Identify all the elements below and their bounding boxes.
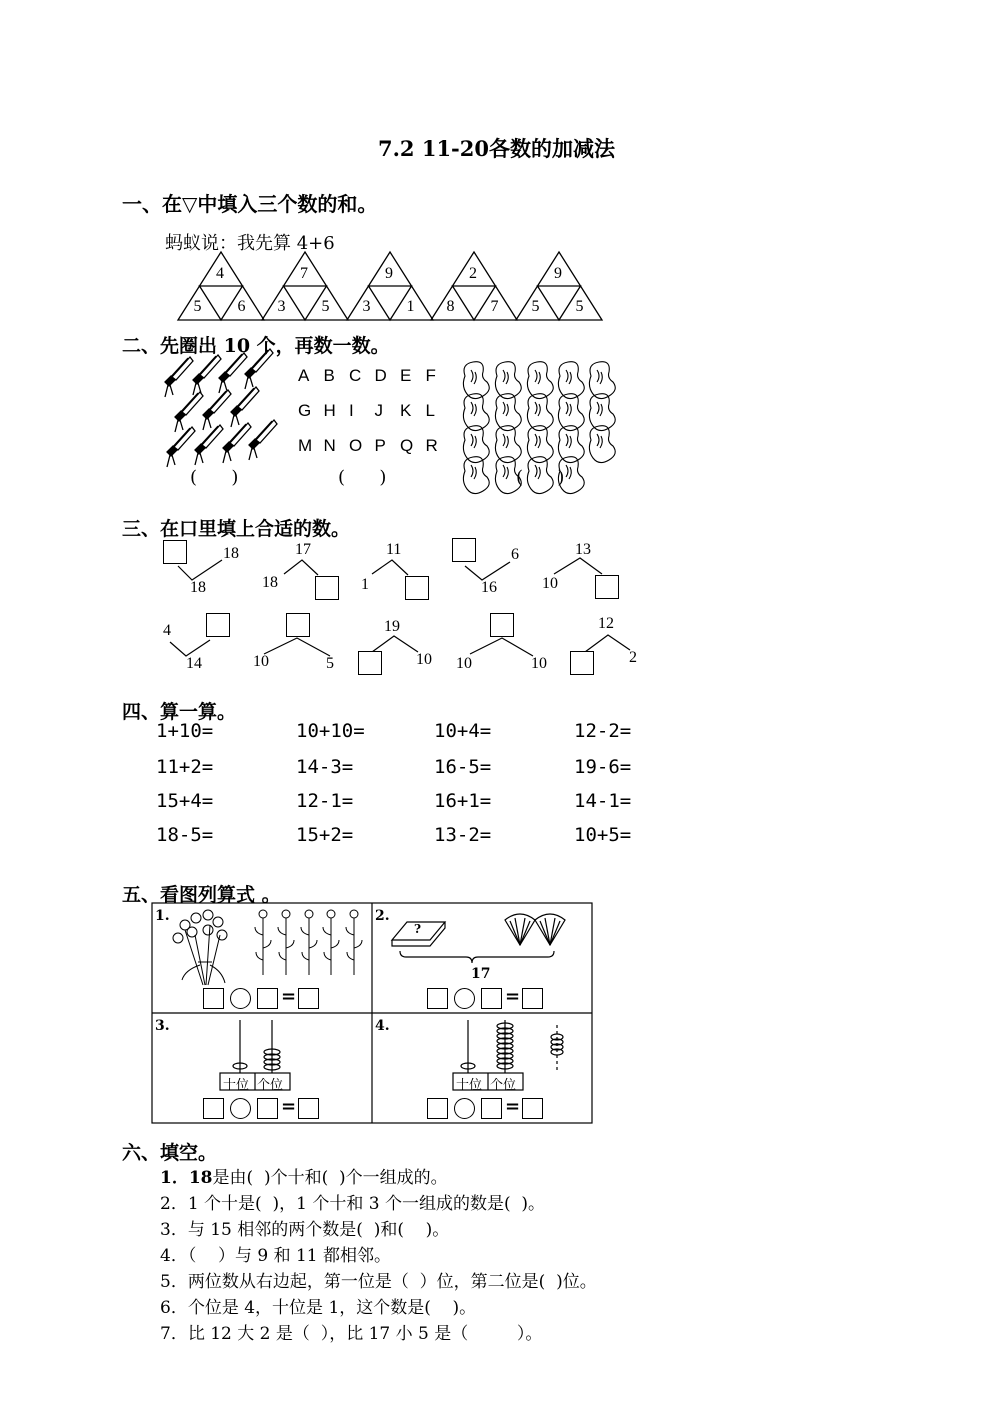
tree-number: 14: [186, 655, 202, 672]
answer-box[interactable]: [257, 988, 278, 1009]
letter: I: [349, 401, 354, 420]
triangle-right-number: 7: [490, 298, 499, 315]
firework-rocket-icon: [219, 353, 247, 393]
ones-label-2: 个位: [490, 1078, 517, 1093]
peanut-icon: [463, 394, 489, 431]
calc-item[interactable]: 10+10=: [296, 720, 365, 742]
tree-number: 17: [295, 541, 311, 558]
flower-icon: [255, 910, 271, 975]
calc-item[interactable]: 16+1=: [434, 790, 492, 812]
letter: K: [400, 401, 412, 420]
calc-item[interactable]: 19-6=: [574, 756, 632, 778]
tree-number: 18: [190, 579, 206, 596]
triangle-2: [262, 252, 348, 320]
triangle-left-number: 5: [531, 298, 540, 315]
tree-number: 18: [223, 545, 239, 562]
operator-circle[interactable]: [454, 988, 475, 1009]
triangle-right-number: 6: [237, 298, 246, 315]
item-text[interactable]: 是由( )个十和( )个一组成的。: [212, 1168, 448, 1188]
answer-box[interactable]: [570, 651, 594, 675]
answer-box[interactable]: [358, 651, 382, 675]
fill-item: [160, 1163, 448, 1188]
firework-rocket-icon: [165, 349, 277, 467]
item-text[interactable]: 个位是 4，十位是 1，这个数是( )。: [187, 1298, 477, 1318]
peanut-icon: [589, 426, 615, 463]
calc-item[interactable]: 12-1=: [296, 790, 354, 812]
item-number: 7．: [160, 1324, 188, 1344]
equals-sign: =: [505, 1096, 521, 1117]
firework-rocket-icon: [193, 355, 221, 395]
triangle-top-number: 2: [469, 265, 477, 282]
tree-number: 10: [253, 653, 269, 670]
total-label: 17: [471, 966, 491, 982]
letter-row: [298, 401, 451, 421]
fill-item: [160, 1267, 597, 1292]
peanut-icon: [589, 394, 615, 431]
triangle-right-number: 5: [321, 298, 330, 315]
answer-box[interactable]: [595, 575, 619, 599]
answer-box[interactable]: [481, 1098, 502, 1119]
peanut-icon: [589, 362, 615, 399]
answer-box[interactable]: [315, 576, 339, 600]
letter: C: [349, 366, 362, 385]
item-number: 1．: [160, 1168, 189, 1188]
tree-number: 16: [481, 579, 497, 596]
flower-icon: [346, 910, 362, 975]
fill-item: [160, 1189, 545, 1214]
answer-box[interactable]: [206, 613, 230, 637]
item-number: 6．: [160, 1298, 188, 1318]
calc-item[interactable]: 11+2=: [156, 756, 214, 778]
tens-label: 十位: [223, 1078, 250, 1093]
tree-number: 12: [598, 615, 614, 632]
letter: D: [374, 366, 387, 385]
page-title: 7.2 11-20各数的加减法: [377, 136, 615, 161]
letter: P: [374, 436, 386, 455]
fill-item: [160, 1293, 476, 1318]
letter: B: [323, 366, 335, 385]
firework-rocket-icon: [231, 387, 259, 427]
letter: E: [400, 366, 412, 385]
triangle-top-number: 9: [554, 265, 562, 282]
answer-box[interactable]: [405, 576, 429, 600]
item-number: 2．: [160, 1194, 188, 1214]
peanut-icon: [463, 362, 489, 399]
firework-rocket-icon: [203, 390, 231, 430]
ones-label: 个位: [257, 1078, 284, 1093]
firework-rocket-icon: [223, 423, 251, 463]
answer-box[interactable]: [481, 988, 502, 1009]
tree-number: 1: [361, 576, 369, 593]
flower-icon: [301, 910, 317, 975]
tree-number: 18: [262, 574, 278, 591]
question-mark: ?: [414, 922, 422, 936]
peanut-icon: [558, 362, 584, 399]
equals-sign: =: [505, 986, 521, 1007]
firework-rocket-icon: [249, 420, 277, 460]
answer-box[interactable]: [163, 540, 187, 564]
letter: F: [425, 366, 436, 385]
letter-row: [298, 436, 451, 456]
calc-item[interactable]: 15+4=: [156, 790, 214, 812]
section-2-heading: 二、先圈出 10 个，再数一数。: [122, 335, 390, 357]
answer-box[interactable]: [298, 1098, 319, 1119]
triangle-right-number: 1: [406, 298, 415, 315]
triangle-left-number: 8: [446, 298, 455, 315]
operator-circle[interactable]: [230, 1098, 251, 1119]
operator-circle[interactable]: [454, 1098, 475, 1119]
tree-number: 6: [511, 546, 519, 563]
bouquet-icon: [173, 910, 227, 985]
item-text[interactable]: 与 15 相邻的两个数是( )和( )。: [187, 1220, 450, 1240]
triangle-right-number: 5: [575, 298, 584, 315]
flower-icon: [278, 910, 294, 975]
section-1-heading: 一、在▽中填入三个数的和。: [122, 192, 378, 216]
firework-rocket-icon: [195, 425, 223, 465]
answer-paren-3[interactable]: ( ): [516, 467, 565, 488]
answer-box[interactable]: [427, 1098, 448, 1119]
equals-sign: =: [281, 1096, 297, 1117]
letter: M: [298, 436, 313, 455]
firework-rocket-icon: [167, 427, 195, 467]
calc-item[interactable]: 1+10=: [156, 720, 214, 742]
triangle-1: [178, 252, 264, 320]
triangle-left-number: 3: [277, 298, 286, 315]
ant-hint: 蚂蚁说：我先算 4+6: [165, 233, 335, 254]
letter: H: [323, 401, 336, 420]
section-6-heading: 六、填空。: [122, 1142, 218, 1164]
bold-number: 18: [188, 1168, 213, 1188]
letter: L: [425, 401, 435, 420]
answer-box[interactable]: [522, 988, 543, 1009]
tree-number: 11: [386, 541, 402, 558]
triangle-5: [516, 252, 602, 320]
fill-item: [160, 1215, 449, 1240]
item-text[interactable]: 两位数从右边起，第一位是（ ）位，第二位是( )位。: [187, 1272, 597, 1292]
peanut-icon: [495, 394, 521, 431]
calc-item[interactable]: 15+2=: [296, 824, 354, 846]
calc-item[interactable]: 14-1=: [574, 790, 632, 812]
answer-box[interactable]: [286, 613, 310, 637]
firework-rocket-icon: [175, 392, 203, 432]
triangle-left-number: 3: [362, 298, 371, 315]
triangle-top-number: 9: [385, 265, 393, 282]
fill-item: [160, 1241, 391, 1266]
letter: Q: [400, 436, 414, 455]
peanut-icon: [527, 394, 553, 431]
answer-box[interactable]: [427, 988, 448, 1009]
answer-box[interactable]: [522, 1098, 543, 1119]
item-number: 4．: [160, 1246, 188, 1266]
answer-paren-2[interactable]: ( ): [338, 467, 387, 488]
calc-item[interactable]: 13-2=: [434, 824, 492, 846]
calc-item[interactable]: 12-2=: [574, 720, 632, 742]
section-5-heading: 五、看图列算式 。: [122, 884, 281, 906]
triangle-top-number: 4: [216, 265, 224, 282]
calc-item[interactable]: 10+5=: [574, 824, 632, 846]
calc-item[interactable]: 14-3=: [296, 756, 354, 778]
letter: G: [298, 401, 312, 420]
tree-number: 5: [326, 655, 334, 672]
panel-1-number: 1.: [155, 908, 170, 924]
split-diagrams: [170, 558, 630, 656]
answer-paren-1[interactable]: ( ): [190, 467, 239, 488]
single-flowers-icon: [255, 910, 362, 975]
tree-number: 10: [456, 655, 472, 672]
answer-box[interactable]: [298, 988, 319, 1009]
operator-circle[interactable]: [230, 988, 251, 1009]
triangle-3: [347, 252, 433, 320]
calc-item[interactable]: 10+4=: [434, 720, 492, 742]
letter: O: [349, 436, 363, 455]
panel-3-number: 3.: [155, 1018, 170, 1034]
tens-label-2: 十位: [456, 1078, 483, 1093]
fill-item: [160, 1319, 542, 1344]
section-3-heading: 三、在口里填上合适的数。: [122, 518, 351, 540]
tree-number: 10: [531, 655, 547, 672]
answer-box[interactable]: [203, 988, 224, 1009]
answer-box[interactable]: [490, 613, 514, 637]
peanut-icon: [527, 362, 553, 399]
item-number: 3．: [160, 1220, 188, 1240]
item-text[interactable]: （ ）与 9 和 11 都相邻。: [187, 1246, 392, 1266]
letter: J: [374, 401, 383, 420]
triangle-left-number: 5: [193, 298, 202, 315]
tree-number: 10: [542, 575, 558, 592]
tree-number: 2: [629, 649, 637, 666]
item-number: 5．: [160, 1272, 188, 1292]
letter: A: [298, 366, 310, 385]
item-text[interactable]: 比 12 大 2 是（ ），比 17 小 5 是（ ）。: [187, 1324, 543, 1344]
section-4-heading: 四、算一算。: [122, 701, 237, 723]
letter: N: [323, 436, 336, 455]
panel-4-number: 4.: [375, 1018, 390, 1034]
calc-item[interactable]: 18-5=: [156, 824, 214, 846]
tree-number: 4: [163, 622, 171, 639]
peanut-icon: [495, 362, 521, 399]
letter: R: [425, 436, 438, 455]
calc-item[interactable]: 16-5=: [434, 756, 492, 778]
answer-box[interactable]: [203, 1098, 224, 1119]
answer-box[interactable]: [452, 538, 476, 562]
letter-row: [298, 366, 451, 386]
panel-2-number: 2.: [375, 908, 390, 924]
answer-box[interactable]: [257, 1098, 278, 1119]
equals-sign: =: [281, 986, 297, 1007]
item-text[interactable]: 1 个十是( )，1 个十和 3 个一组成的数是( )。: [187, 1194, 546, 1214]
peanut-icon: [558, 394, 584, 431]
triangle-4: [431, 252, 517, 320]
tree-number: 10: [416, 651, 432, 668]
triangle-top-number: 7: [300, 265, 308, 282]
tree-number: 13: [575, 541, 591, 558]
tree-number: 19: [384, 618, 400, 635]
firework-rocket-icon: [165, 357, 193, 397]
flower-icon: [323, 910, 339, 975]
